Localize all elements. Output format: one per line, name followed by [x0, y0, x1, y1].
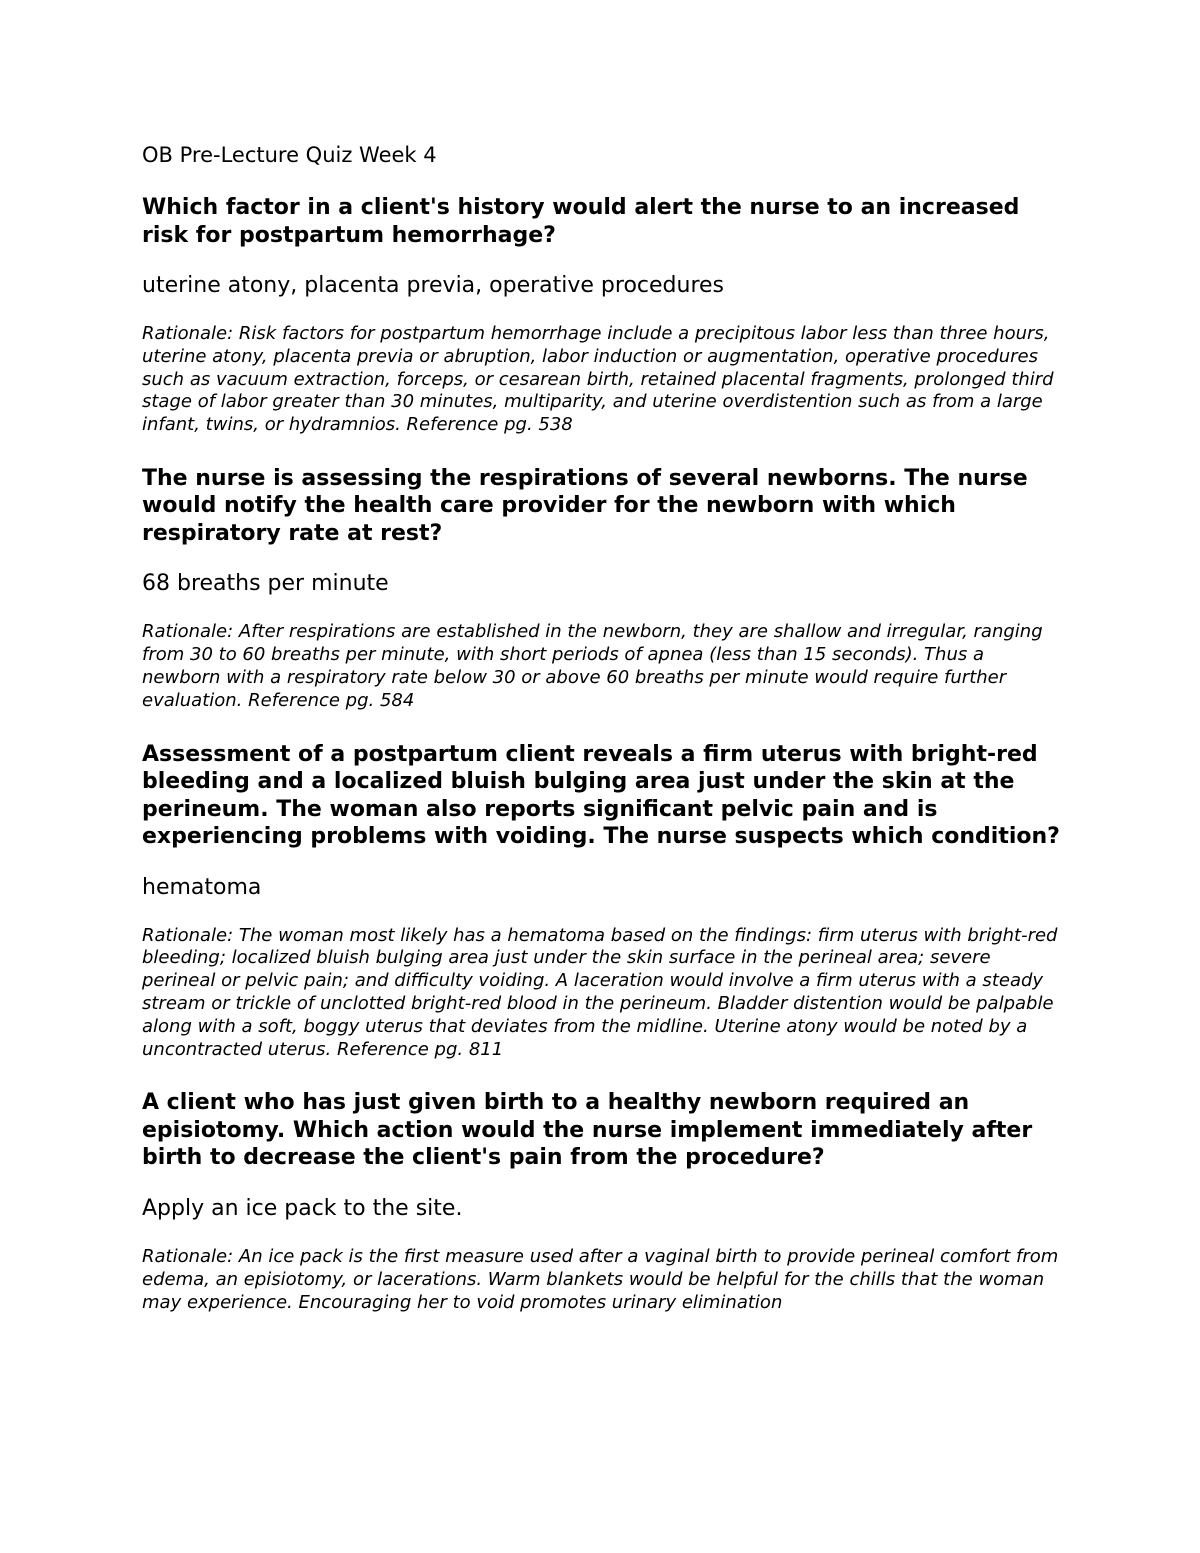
answer-text: 68 breaths per minute [142, 571, 389, 597]
rationale-text: Rationale: After respirations are established in the newborn, they are shallow and irregular, ranging from 30 to 60 breaths per minute, with short periods of apnea (less than 15 seconds). Thus a newborn with a respiratory rate below 30 or above 60 breaths per minute would require further evaluation. Reference pg. 584 [142, 621, 1043, 711]
rationale-text: Rationale: Risk factors for postpartum hemorrhage include a precipitous labor less than three hours, uterine atony, placenta previa or abruption, labor induction or augmentation, operative procedures such as vacuum extraction, forceps, or cesarean birth, retained placental fragments, prolonged third stage of labor greater than 30 minutes, multiparity, and uterine overdistention such as from a large infant, twins, or hydramnios. Reference pg. 538 [142, 323, 1054, 436]
quiz-item [142, 465, 1062, 713]
answer-text: hematoma [142, 874, 262, 900]
quiz-item [142, 194, 1062, 437]
quiz-item [142, 741, 1062, 1062]
question-text: Which factor in a client's history would alert the nurse to an increased risk for postpartum hemorrhage? [142, 195, 1020, 248]
rationale-text: Rationale: An ice pack is the first measure used after a vaginal birth to provide perineal comfort from edema, an episiotomy, or lacerations. Warm blankets would be helpful for the chills that the woman may experience. Encouraging her to void promotes urinary elimination [142, 1245, 1059, 1313]
document-title: OB Pre-Lecture Quiz Week 4 [142, 143, 437, 167]
quiz-item [142, 1089, 1062, 1314]
rationale-text: Rationale: The woman most likely has a hematoma based on the findings: firm uterus with bright-red bleeding; localized bluish bulging area just under the skin surface in the perineal area; severe perineal or pelvic pain; and difficulty voiding. A laceration would involve a firm uterus with a steady stream or trickle of unclotted bright-red blood in the perineum. Bladder distention would be palpable along with a soft, boggy uterus that deviates from the midline. Uterine atony would be noted by a uncontracted uterus. Reference pg. 811 [142, 924, 1058, 1060]
answer-text: uterine atony, placenta previa, operative procedures [142, 273, 725, 298]
document-page [142, 140, 1062, 1342]
answer-text: Apply an ice pack to the site. [142, 1195, 463, 1221]
question-text: The nurse is assessing the respirations of several newborns. The nurse would notify the health care provider for the newborn with which respiratory rate at rest? [142, 465, 1028, 546]
question-text: Assessment of a postpartum client reveals a firm uterus with bright-red bleeding and a localized bluish bulging area just under the skin at the perineum. The woman also reports significant pelvic pain and is experiencing problems with voiding. The nurse suspects which condition? [142, 741, 1060, 850]
question-text: A client who has just given birth to a healthy newborn required an episiotomy. Which action would the nurse implement immediately after birth to decrease the client's pain from the procedure? [142, 1090, 1033, 1171]
